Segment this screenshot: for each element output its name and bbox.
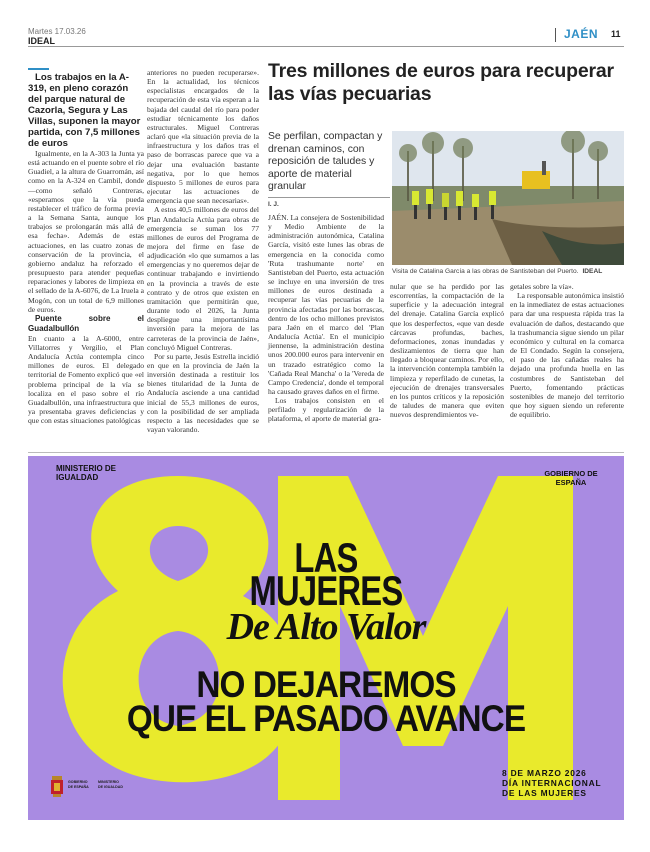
story-paragraph: A estos 40,5 millones de euros del Plan Andalucía Actúa para obras de emergencia se suman los 77 millones de euros del Programa de mejora del firme en fase de adjudicación «lo que sumamos a las emergencias y no queremos dejar de continuar trabajando e invirtiendo en la provincia a través de este contrato y de otros que existen en tramitación que permitirán que, durante todo el 2026, la Junta despliegue una importantísima inversión para la mejora de las carreteras de la provincia de Jaén», concluyó Miguel Contreras. [147, 205, 259, 352]
story-column-2 [147, 68, 259, 434]
header-date: Martes 17.03.26 [28, 27, 86, 36]
page-header [28, 24, 624, 46]
ad-date-line: DE LAS MUJERES [502, 788, 587, 798]
story-subhead: Puente sobre el Guadalbullón [28, 313, 144, 333]
article-photo-illustration [392, 131, 624, 265]
article-deck: Se perfilan, compactan y drenan caminos, con reposición de taludes y aporte de material granular [268, 131, 383, 193]
photo-caption [392, 268, 624, 276]
article-paragraph: La responsable autonómica insistió en la inmediatez de estas actuaciones para dar una respuesta rápida tras la evaluación de daños, destacando que la trashumancia sigue siendo un pilar económico y cultural en la comarca de El Condado. Según la consejera, el paso de las cañadas reales ha dejado una profunda huella en las costumbres de Santisteban del Puerto, fomentando prácticas sostenibles de manejo del territorio que hoy siguen siendo un referente de equilibrio. [510, 291, 624, 420]
ad-ministry: MINISTERIO DE IGUALDAD [56, 464, 117, 482]
article-column-2 [390, 282, 504, 419]
ad-title-line-2: MUJERES [249, 567, 403, 614]
ad-logo-text: MINISTERIO DE IGUALDAD [98, 780, 123, 789]
ad-title-line-1: LAS [294, 534, 358, 581]
article-paragraph: nular que se ha perdido por las escorrentías, la compactación de la superficie y la adecuación integral del drenaje. Catalina García explicó que los desperfectos, «que van desde cárcavas profundas, baches, deformaciones, zonas inundadas y deslizamientos de tierra que han llegado a bloquear caminos. Por ello, la intervención contempla también la limpieza y reperfilado de cunetas, la ejecución de drenajes transversales en los puntos críticos y la reposición de taludes de manera que eviten nuevos desprendimientos ve- [390, 282, 504, 420]
header-publication: IDEAL [28, 36, 55, 46]
article-byline: I. J. [268, 201, 279, 208]
ad-date-line: 8 DE MARZO 2026 [502, 768, 587, 778]
article-paragraph: Los trabajos consisten en el perfilado y regularización de la plataforma, el aporte de material gra- [268, 396, 384, 424]
ad-logo-text: GOBIERNO DE ESPAÑA [68, 780, 89, 789]
story-paragraph: Por su parte, Jesús Estrella incidió en que en la provincia de Jaén la inversión destinada a restituir los bienes titularidad de la Junta de Andalucía asciende a una cantidad inicial de 55,3 millones de euros, con la posibilidad de ser ampliada respecto a las necesidades que se vayan valorando. [147, 351, 259, 435]
coat-of-arms-icon [50, 776, 64, 798]
photo-credit: IDEAL [582, 268, 603, 275]
story-lead: Los trabajos en la A-319, en pleno corazón del parque natural de Cazorla, Segura y Las Villas, suponen la mayor partida, con 7,5 millones de euros [28, 72, 141, 149]
header-section: JAÉN [564, 27, 599, 41]
ad-government-logos [50, 774, 140, 800]
ad-government: GOBIERNO DE ESPAÑA [544, 469, 598, 487]
article-paragraph: getales sobre la vía». [510, 282, 574, 291]
article-column-3 [510, 282, 624, 419]
story-paragraph: Igualmente, en la A-303 la Junta ya está actuando en el puente sobre el río Guadiel, a la altura de Guarromán, así como en la A-324 en Cambil, donde —como señaló Contreras, «esperamos que la vía pueda restablecer el tráfico de forma previa a la Semana Santa, aunque los trabajos se prolongarán más allá de esa fecha». Además de estas actuaciones, en las cuatro zonas de conservación de la provincia, el gobierno andaluz ha reforzado el presupuesto para atender pequeñas reparaciones y labores de limpieza en el sellado de la A-6076, de La Iruela a Mogón, con un total de 6,9 millones de euros. [28, 149, 144, 314]
header-rule [28, 46, 624, 47]
deck-rule [268, 197, 390, 198]
article-headline: Tres millones de euros para recuperar las vías pecuarias [268, 60, 614, 105]
ad-date-line: DÍA INTERNACIONAL [502, 778, 602, 788]
advertisement [28, 456, 624, 820]
story-paragraph: anteriores no pueden recuperarse». En la actualidad, los técnicos especialistas encargados de la recuperación de esta vía esperan a la bajada del caudal del río para poder estudiar técnicamente los daños estructurales. Miguel Contreras aclaró que «la situación previa de la infraestructura y los daños tras el paso de borrascas parece que va a dejar una evaluación bastante negativa, por lo que hemos dispuesto 5 millones de euros para ejecutar las actuaciones de emergencia que sean necesarias». [147, 68, 259, 206]
ad-title-line-3: De Alto Valor [226, 606, 426, 648]
ad-date-block [502, 768, 601, 798]
story-column-1 [28, 72, 144, 425]
article-photo [392, 131, 624, 265]
lead-accent-rule [28, 68, 49, 70]
ad-separator [28, 452, 624, 453]
ad-slogan-line-2: QUE EL PASADO AVANCE [126, 698, 526, 739]
article-column-1 [268, 213, 384, 424]
story-paragraph: En cuanto a la A-6000, entre Villatorres y Vergilio, el Plan Andalucía Actúa contempla cinco millones de euros. El delegado territorial de Fomento explicó que «el problema principal de la vía se localiza en el paso sobre el río Guadalbullón, una infraestructura que ya presentaba graves deficiencias y que con estas situaciones patológicas [28, 333, 144, 426]
ad-slogan-line-1: NO DEJAREMOS [196, 664, 456, 705]
header-separator [555, 28, 556, 42]
article-paragraph: JAÉN. La consejera de Sostenibilidad y Medio Ambiente de la administración autonómica, Catalina García, visitó este lunes las obras de emergencia en la conocida como 'Ruta trashumante norte' en Santisteban del Puerto, esta actuación se incluye en una inversión de tres millones de euros destinada a recuperar las vías pecuarias de la provincia afectadas por las borrascas, dentro de los ocho millones previstos para Jaén en el marco del 'Plan Andalucía Actúa'. En el municipio jiennense, la administración destina unos 200.000 euros para intervenir en un trazado estratégico como la 'Cañada Real Mancha' o la 'Vereda de Campo Credencia', donde el temporal ha causado graves daños en el firme. [268, 213, 384, 396]
header-page-number: 11 [611, 29, 621, 39]
photo-caption-text: Visita de Catalina García a las obras de Santisteban del Puerto. [392, 268, 579, 275]
